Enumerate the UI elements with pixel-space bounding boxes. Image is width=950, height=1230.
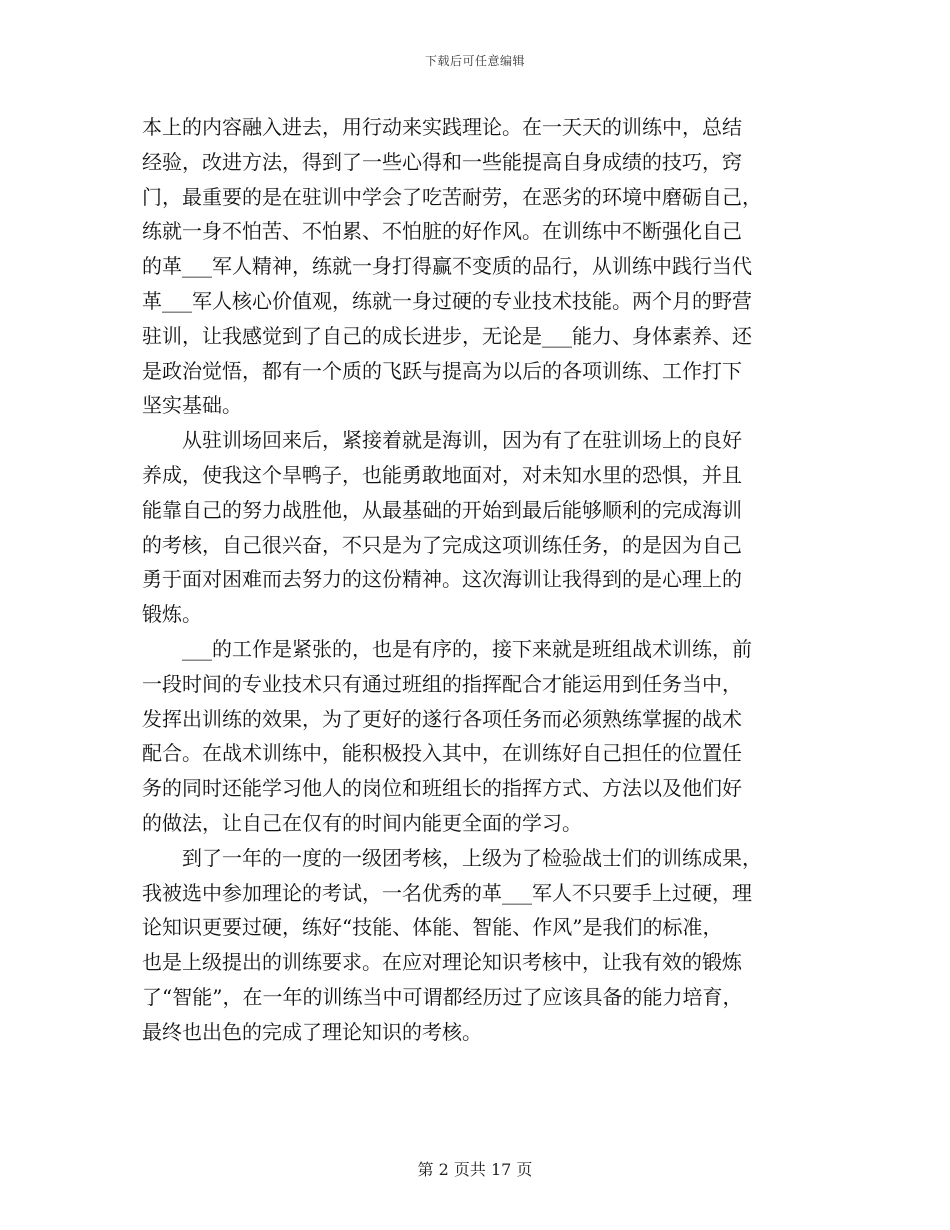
paragraph-2 <box>142 423 814 632</box>
paragraph-3 <box>142 632 814 841</box>
text-line: 配合。在战术训练中，能积极投入其中，在训练好自己担任的位置任 <box>142 741 742 766</box>
text-line: 门，最重要的是在驻训中学会了吃苦耐劳，在恶劣的环境中磨砺自己， <box>142 184 762 209</box>
text-line: 我被选中参加理论的考试，一名优秀的革___军人不只要手上过硬，理 <box>142 880 752 905</box>
text-line: 发挥出训练的效果，为了更好的遂行各项任务而必须熟练掌握的战术 <box>142 706 742 731</box>
text-line: 勇于面对困难而去努力的这份精神。这次海训让我得到的是心理上的 <box>142 567 742 592</box>
text-line: 论知识更要过硬，练好“技能、体能、智能、作风”是我们的标准， <box>142 915 723 940</box>
text-line: 从驻训场回来后，紧接着就是海训，因为有了在驻训场上的良好 <box>182 428 742 453</box>
paragraph-1 <box>142 110 814 423</box>
text-line: 也是上级提出的训练要求。在应对理论知识考核中，让我有效的锻炼 <box>142 950 742 975</box>
text-line: 务的同时还能学习他人的岗位和班组长的指挥方式、方法以及他们好 <box>142 776 742 801</box>
text-line: 驻训，让我感觉到了自己的成长进步，无论是___能力、身体素养、还 <box>142 323 752 348</box>
text-line: 能靠自己的努力战胜他，从最基础的开始到最后能够顺利的完成海训 <box>142 497 742 522</box>
text-line: 坚实基础。 <box>142 393 242 418</box>
text-line: 是政治觉悟，都有一个质的飞跃与提高为以后的各项训练、工作打下 <box>142 358 742 383</box>
text-line: 经验，改进方法，得到了一些心得和一些能提高自身成绩的技巧，窍 <box>142 149 742 174</box>
text-line: 的考核，自己很兴奋，不只是为了完成这项训练任务，的是因为自己 <box>142 532 742 557</box>
text-line: 养成，使我这个旱鸭子，也能勇敢地面对，对未知水里的恐惧，并且 <box>142 462 742 487</box>
paragraph-4 <box>142 841 814 1050</box>
text-line: 革___军人核心价值观，练就一身过硬的专业技术技能。两个月的野营 <box>142 288 752 313</box>
text-line: 练就一身不怕苦、不怕累、不怕脏的好作风。在训练中不断强化自己 <box>142 219 742 244</box>
text-line: 了“智能”，在一年的训练当中可谓都经历过了应该具备的能力培育， <box>142 984 743 1009</box>
text-line: 到了一年的一度的一级团考核，上级为了检验战士们的训练成果， <box>182 845 762 870</box>
page-number-footer: 第 2 页共 17 页 <box>417 1160 533 1179</box>
text-line: 的做法，让自己在仅有的时间内能更全面的学习。 <box>142 810 582 835</box>
text-line: 本上的内容融入进去，用行动来实践理论。在一天天的训练中，总结 <box>142 115 742 139</box>
document-body <box>142 110 814 1050</box>
text-line: 的革___军人精神，练就一身打得赢不变质的品行，从训练中践行当代 <box>142 254 752 279</box>
text-line: 一段时间的专业技术只有通过班组的指挥配合才能运用到任务当中， <box>142 671 742 696</box>
page-header: 下载后可任意编辑 <box>424 54 525 68</box>
text-line: 锻炼。 <box>142 602 202 627</box>
text-line: ___的工作是紧张的，也是有序的，接下来就是班组战术训练，前 <box>182 636 752 661</box>
text-line: 最终也出色的完成了理论知识的考核。 <box>142 1019 482 1044</box>
